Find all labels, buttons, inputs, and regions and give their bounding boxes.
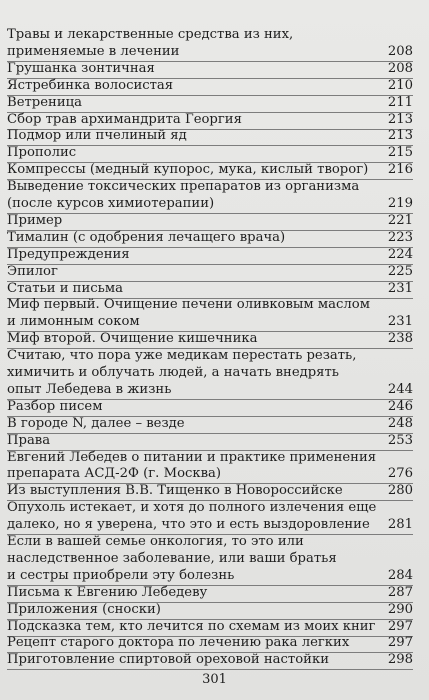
toc-entry-title: Подмор или пчелиный яд bbox=[7, 128, 187, 144]
toc-entry-page: 224 bbox=[387, 246, 413, 262]
toc-entry-page: 213 bbox=[387, 128, 413, 144]
toc-entry-page: 276 bbox=[387, 466, 413, 482]
toc-entry-title: Предупреждения bbox=[7, 246, 130, 262]
page-number: 301 bbox=[202, 672, 227, 687]
toc-entry-title: Грушанка зонтичная bbox=[7, 60, 155, 76]
toc-entry-title: Евгений Лебедев о питании и практике применения bbox=[7, 449, 377, 465]
toc-entry-page: 219 bbox=[387, 196, 413, 211]
toc-entry-page: 231 bbox=[387, 280, 413, 296]
toc-entry-page: 238 bbox=[387, 331, 413, 347]
toc-entry-title: далеко, но я уверена, что это и есть выздоровление bbox=[7, 517, 370, 533]
toc-entry bbox=[7, 347, 413, 365]
toc-entry-title: Эпилог bbox=[7, 263, 58, 279]
toc-entry-title: Разбор писем bbox=[7, 398, 103, 414]
toc-entry bbox=[7, 499, 413, 517]
toc-entry-page: 244 bbox=[387, 381, 413, 397]
toc-entry bbox=[7, 296, 413, 314]
toc-entry-title: Приготовление спиртовой ореховой настойки bbox=[7, 652, 329, 668]
toc-entry-page: 248 bbox=[387, 415, 413, 431]
toc-entry-page: 211 bbox=[387, 94, 413, 110]
toc-entry-title: опыт Лебедева в жизнь bbox=[7, 381, 172, 397]
toc-entry-page: 253 bbox=[387, 432, 413, 448]
toc-entry-title: Миф первый. Очищение печени оливковым маслом bbox=[7, 297, 370, 313]
toc-entry bbox=[7, 651, 413, 670]
toc-entry-title: Травы и лекарственные средства из них, bbox=[7, 27, 294, 42]
toc-entry-title: Приложения (сноски) bbox=[7, 601, 161, 617]
toc-entry-page: 246 bbox=[387, 398, 413, 414]
toc-entry-page: 297 bbox=[387, 618, 413, 634]
toc-entry-page: 213 bbox=[387, 111, 413, 127]
toc-entry-page: 221 bbox=[387, 212, 413, 228]
toc-entry-page: 280 bbox=[387, 483, 413, 499]
toc-entry bbox=[7, 550, 413, 568]
toc-entry-title: Статьи и письма bbox=[7, 280, 123, 296]
toc-entry-title: Рецепт старого доктора по лечению рака легких bbox=[7, 635, 350, 651]
toc-entry-page: 208 bbox=[387, 60, 413, 76]
toc-entry-title: применяемые в лечении bbox=[7, 43, 180, 59]
toc-entry-title: препарата АСД-2Ф (г. Москва) bbox=[7, 466, 222, 482]
toc-entry-title: Прополис bbox=[7, 145, 77, 161]
toc-entry-title: (после курсов химиотерапии) bbox=[7, 196, 215, 211]
toc-entry-title: Опухоль истекает, и хотя до полного излечения еще bbox=[7, 500, 377, 516]
toc-entry bbox=[7, 178, 413, 196]
toc-entry-title: Считаю, что пора уже медикам перестать резать, bbox=[7, 348, 357, 364]
toc-entry-title: Выведение токсических препаратов из организма bbox=[7, 179, 360, 195]
toc-entry-title: Компрессы (медный купорос, мука, кислый творог) bbox=[7, 162, 369, 178]
toc-entry-title: Пример bbox=[7, 212, 63, 228]
toc-entry-title: Из выступления В.В. Тищенко в Новороссийске bbox=[7, 483, 343, 499]
toc-entry-page: 223 bbox=[387, 229, 413, 245]
toc-entry-page: 210 bbox=[387, 77, 413, 93]
toc-entry-title: и лимонным соком bbox=[7, 314, 140, 330]
toc-entry-page: 298 bbox=[387, 652, 413, 668]
toc-entry-page: 225 bbox=[387, 263, 413, 279]
toc-entry-title: Если в вашей семье онкология, то это или bbox=[7, 534, 304, 549]
toc-entry-title: Ветреница bbox=[7, 94, 82, 110]
toc-entry-title: Тималин (с одобрения лечащего врача) bbox=[7, 229, 286, 245]
toc-entry-title: Миф второй. Очищение кишечника bbox=[7, 331, 258, 347]
toc-entry-page: 284 bbox=[387, 567, 413, 583]
toc-entry bbox=[7, 26, 413, 44]
toc-entry-page: 287 bbox=[387, 584, 413, 600]
toc-entry-page: 290 bbox=[387, 601, 413, 617]
toc-entry-page: 281 bbox=[387, 517, 413, 533]
toc-entry bbox=[7, 364, 413, 382]
toc-entry-page: 215 bbox=[387, 145, 413, 161]
toc-entry-page: 208 bbox=[387, 43, 413, 59]
toc-entry-title: В городе N, далее – везде bbox=[7, 415, 185, 431]
toc-entry bbox=[7, 449, 413, 467]
toc-entry-title: Сбор трав архимандрита Георгия bbox=[7, 111, 242, 127]
toc-entry-title: Письма к Евгению Лебедеву bbox=[7, 584, 208, 600]
toc-entry-title: Права bbox=[7, 432, 51, 448]
toc-entry-page: 297 bbox=[387, 635, 413, 651]
toc-entry-page: 231 bbox=[387, 314, 413, 330]
toc-entry-page: 216 bbox=[387, 162, 413, 178]
toc-entry bbox=[7, 533, 413, 551]
toc-entry-title: Ястребинка волосистая bbox=[7, 77, 174, 93]
toc-entry-title: химичить и облучать людей, а начать внедрять bbox=[7, 365, 339, 380]
toc-entry-title: и сестры приобрели эту болезнь bbox=[7, 567, 235, 583]
toc-entry-title: Подсказка тем, кто лечится по схемам из моих книг bbox=[7, 618, 376, 634]
toc-entry-title: наследственное заболевание, или ваши братья bbox=[7, 550, 337, 566]
